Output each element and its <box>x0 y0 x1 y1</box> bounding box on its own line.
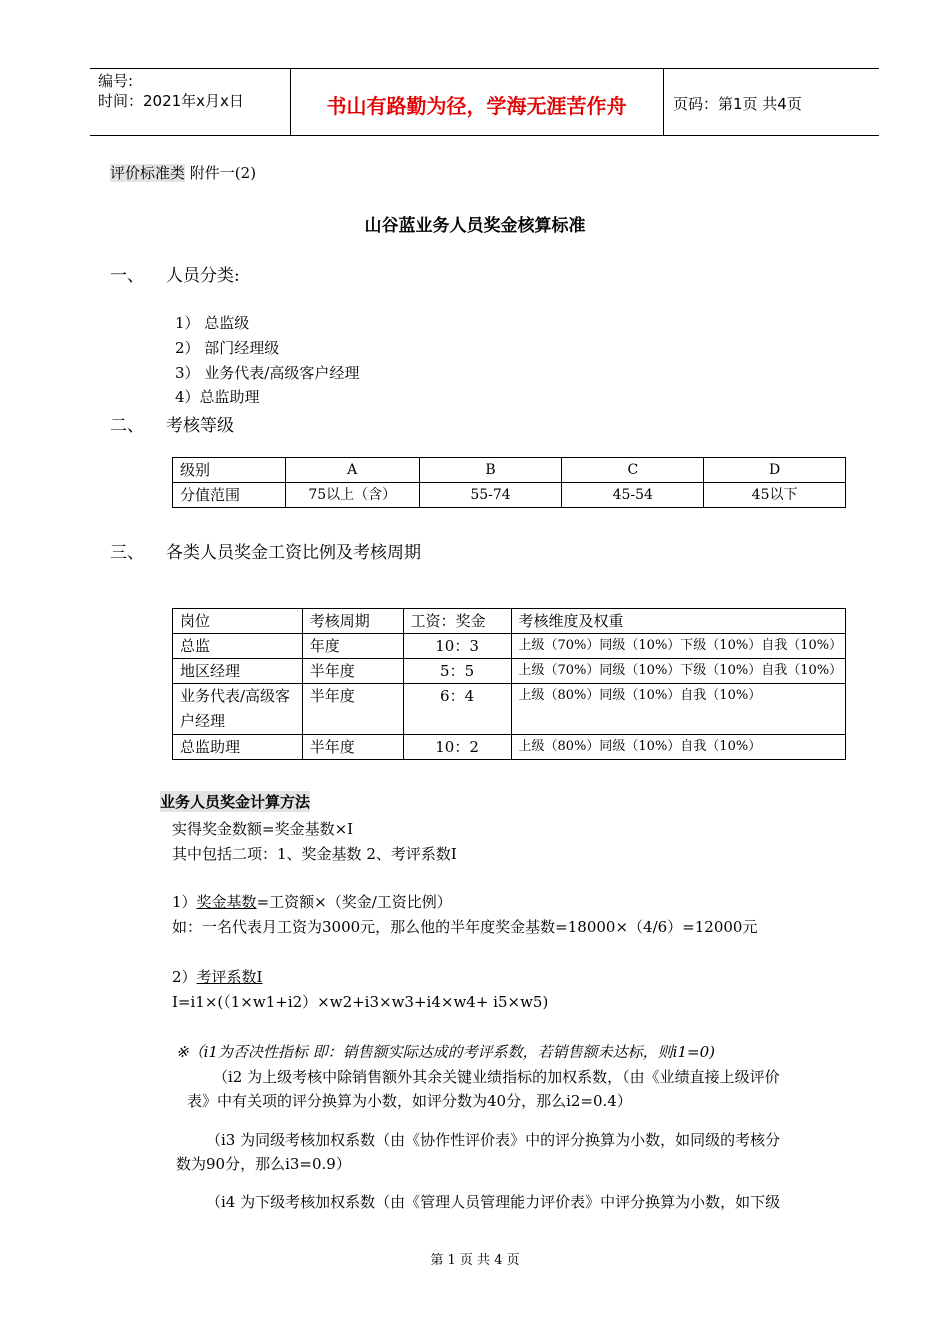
table-cell: 5：5 <box>403 659 511 684</box>
table-cell: 上级（80%）同级（10%）自我（10%） <box>511 735 845 760</box>
table-cell: 总监 <box>173 634 303 659</box>
table-cell: 上级（70%）同级（10%）下级（10%）自我（10%） <box>511 659 845 684</box>
header-number-label: 编号: <box>98 72 134 90</box>
grade-cell: A <box>285 458 419 483</box>
bonus-cycle-table <box>172 608 846 760</box>
table-cell: 业务代表/高级客户经理 <box>173 684 303 735</box>
table-cell: 10：3 <box>403 634 511 659</box>
note-i3-line-1: （i3 为同级考核加权系数（由《协作性评价表》中的评分换算为小数，如同级的考核分 <box>206 1131 781 1149</box>
category-attachment: 附件一(2) <box>189 164 257 182</box>
table-row <box>173 735 846 760</box>
bonus-base-prefix: 1） <box>172 893 197 911</box>
table-cell: 半年度 <box>302 659 403 684</box>
table-header-cell: 工资：奖金 <box>403 609 511 634</box>
grade-cell: 55-74 <box>419 483 562 508</box>
coef-prefix: 2） <box>172 968 197 986</box>
section1-item-1: 1） 总监级 <box>175 314 250 332</box>
table-cell: 上级（70%）同级（10%）下级（10%）自我（10%） <box>511 634 845 659</box>
method-title: 业务人员奖金计算方法 <box>160 793 311 811</box>
method-formula-2: 其中包括二项：1、奖金基数 2、考评系数I <box>172 845 457 863</box>
page-footer: 第 1 页 共 4 页 <box>430 1253 520 1268</box>
table-cell: 10：2 <box>403 735 511 760</box>
note-i2-line-1: （i2 为上级考核中除销售额外其余关键业绩指标的加权系数，（由《业绩直接上级评价 <box>213 1068 780 1086</box>
table-cell: 6：4 <box>403 684 511 735</box>
table-cell: 半年度 <box>302 735 403 760</box>
grade-table <box>172 457 846 508</box>
grade-table-row <box>173 483 846 508</box>
table-row <box>173 634 846 659</box>
grade-table-row <box>173 458 846 483</box>
grade-cell: 75以上（含） <box>285 483 419 508</box>
section2-number: 二、 <box>110 416 144 436</box>
section2-title: 考核等级 <box>166 416 234 436</box>
header-bottom-rule <box>90 135 879 136</box>
section3-number: 三、 <box>110 543 144 563</box>
note-i3-line-2: 数为90分，那么i3=0.9） <box>176 1155 351 1173</box>
section1-item-4: 4）总监助理 <box>175 388 260 406</box>
table-cell: 总监助理 <box>173 735 303 760</box>
bonus-base-line <box>172 891 452 912</box>
grade-cell: D <box>704 458 846 483</box>
header-time-label: 时间：2021年x月x日 <box>98 92 244 110</box>
table-cell: 上级（80%）同级（10%）自我（10%） <box>511 684 845 735</box>
document-title: 山谷蓝业务人员奖金核算标准 <box>364 216 586 236</box>
table-row <box>173 659 846 684</box>
grade-cell: 45以下 <box>704 483 846 508</box>
header-page-info: 页码：第1页 共4页 <box>673 95 802 113</box>
category-label: 评价标准类 <box>110 164 186 182</box>
note-i1: ※（i1为否决性指标 即：销售额实际达成的考评系数，若销售额未达标，则i1=0) <box>176 1043 715 1061</box>
header-top-rule <box>90 68 879 69</box>
section3-title: 各类人员奖金工资比例及考核周期 <box>166 543 421 563</box>
table-header-cell: 岗位 <box>173 609 303 634</box>
section1-title: 人员分类: <box>166 266 240 286</box>
grade-cell: 分值范围 <box>173 483 286 508</box>
table-row <box>173 684 846 735</box>
bonus-example: 如：一名代表月工资为3000元，那么他的半年度奖金基数=18000×（4/6）=12000元 <box>172 918 758 936</box>
grade-cell: B <box>419 458 562 483</box>
table-header-cell: 考核维度及权重 <box>511 609 845 634</box>
table-cell: 地区经理 <box>173 659 303 684</box>
note-i2-line-2: 表》中有关项的评分换算为小数，如评分数为40分，那么i2=0.4） <box>187 1092 632 1110</box>
method-formula-1: 实得奖金数额=奖金基数×I <box>172 820 354 838</box>
section1-item-3: 3） 业务代表/高级客户经理 <box>175 364 360 382</box>
table-header-cell: 考核周期 <box>302 609 403 634</box>
grade-cell: 级别 <box>173 458 286 483</box>
coef-term: 考评系数I <box>196 968 263 986</box>
header-divider-right <box>663 68 664 136</box>
section1-number: 一、 <box>110 266 144 286</box>
category-line <box>110 162 256 183</box>
header-motto: 书山有路勤为径，学海无涯苦作舟 <box>326 94 627 118</box>
coef-formula: I=i1×(（1×w1+i2）×w2+i3×w3+i4×w4+ i5×w5) <box>172 993 549 1011</box>
grade-cell: C <box>562 458 704 483</box>
grade-cell: 45-54 <box>562 483 704 508</box>
section1-item-2: 2） 部门经理级 <box>175 339 280 357</box>
note-i4-line-1: （i4 为下级考核加权系数（由《管理人员管理能力评价表》中评分换算为小数，如下级 <box>206 1193 781 1211</box>
table-cell: 年度 <box>302 634 403 659</box>
bonus-base-term: 奖金基数 <box>196 893 257 911</box>
bonus-base-rest: =工资额×（奖金/工资比例） <box>256 893 452 911</box>
table-cell: 半年度 <box>302 684 403 735</box>
coef-line <box>172 966 262 987</box>
table-header-row <box>173 609 846 634</box>
